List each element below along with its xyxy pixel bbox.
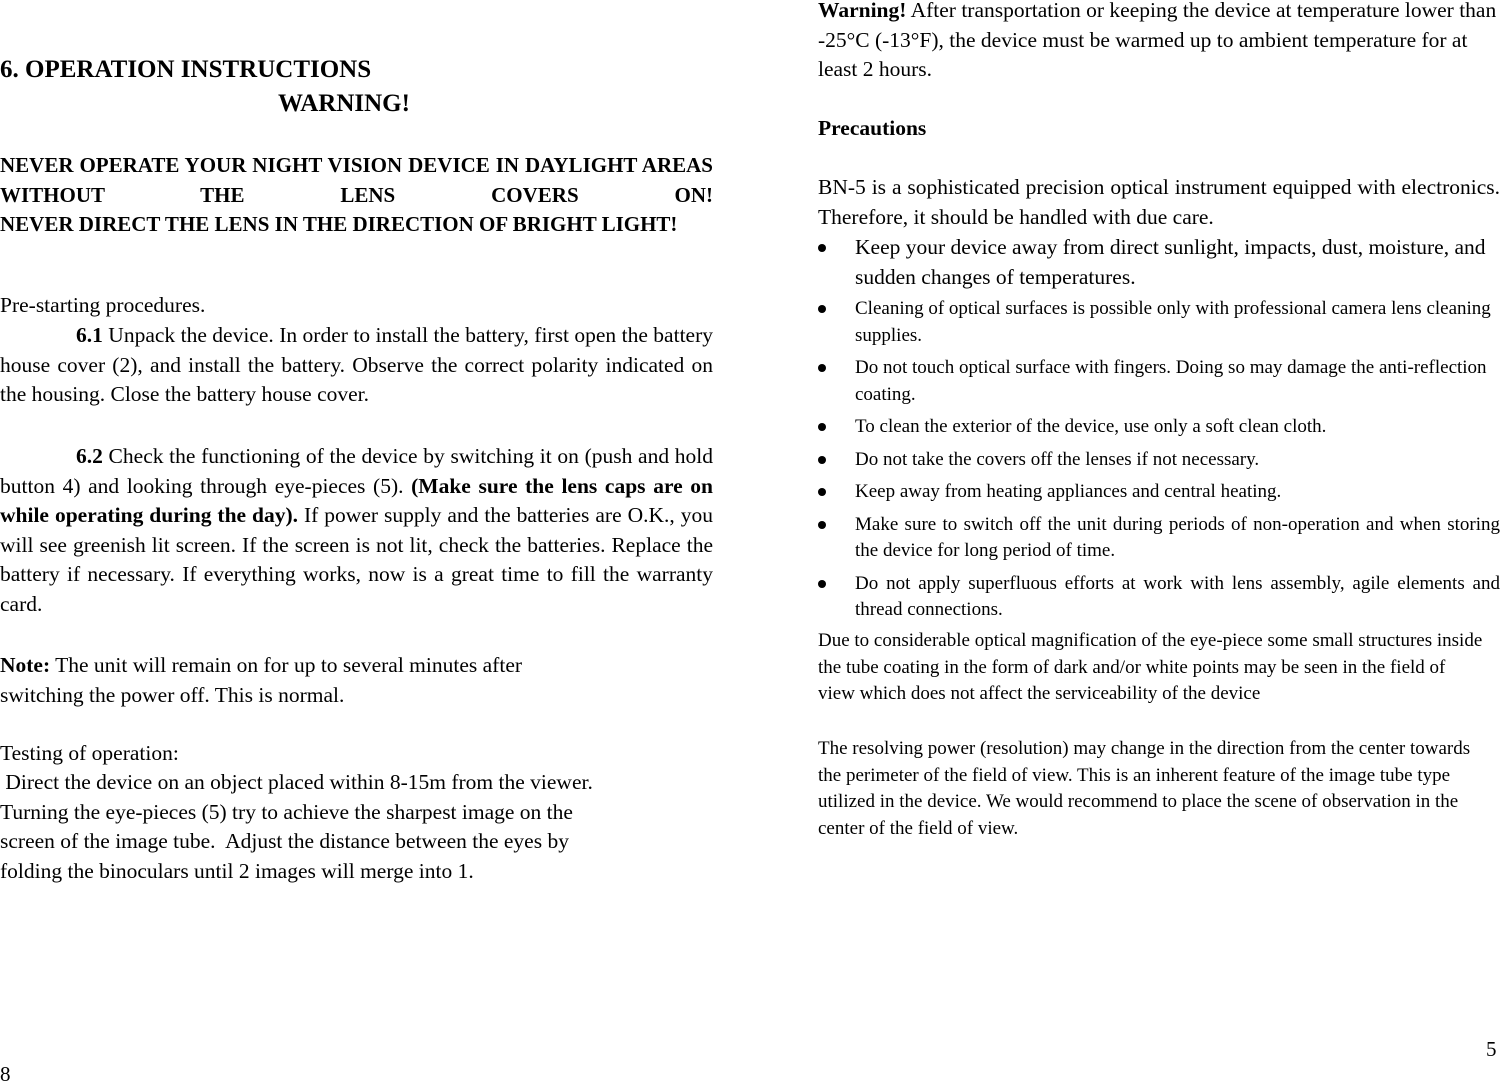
list-item: Cleaning of optical surfaces is possible only with professional camera lens cleaning supplies. [818,296,1500,349]
warning-daylight: NEVER OPERATE YOUR NIGHT VISION DEVICE IN DAYLIGHT AREAS WITHOUT THE LENS COVERS ON! [0,153,713,207]
note-paragraph: Note: The unit will remain on for up to several minutes after switching the power off. This is normal. [0,653,523,707]
precautions-list [818,233,1500,624]
list-item: Do not take the covers off the lenses if not necessary. [818,447,1500,474]
step-6-1: 6.1 Unpack the device. In order to install the battery, first open the battery house cover (2), and install the battery. Observe the correct polarity indicated on the housing. Close the battery house cover. [0,323,713,406]
warning-bright-light: NEVER DIRECT THE LENS IN THE DIRECTION OF BRIGHT LIGHT! [0,212,678,236]
precautions-title: Precautions [818,116,927,140]
section-title: 6. OPERATION INSTRUCTIONS [0,56,372,83]
bullet-icon [818,456,826,464]
testing-paragraph: Direct the device on an object placed within 8-15m from the viewer. Turning the eye-pieces (5) try to achieve the sharpest image on the screen of the image tube. Adjust the distance between the eyes by folding the binoculars until 2 images will merge into 1. [0,770,593,883]
list-item: Keep away from heating appliances and central heating. [818,479,1500,506]
precautions-intro: BN-5 is a sophisticated precision optical instrument equipped with electronics. Therefore, it should be handled with due care. [818,175,1500,229]
transport-warning: Warning! After transportation or keeping the device at temperature lower than -25°C (-13°F), the device must be warmed up to ambient temperature for at least 2 hours. [818,0,1497,81]
list-item: Do not touch optical surface with fingers. Doing so may damage the anti-reflection coating. [818,355,1500,408]
bullet-icon [818,488,826,496]
bullet-icon [818,244,826,252]
testing-label: Testing of operation: [0,741,179,765]
resolution-paragraph: The resolving power (resolution) may change in the direction from the center towards the perimeter of the field of view. This is an inherent feature of the image tube type utilized in the device. We would recommend to place the scene of observation in the center of the field of view. [818,738,1471,839]
bullet-icon [818,364,826,372]
list-item: Keep your device away from direct sunlight, impacts, dust, moisture, and sudden changes of temperatures. [818,233,1500,292]
bullet-icon [818,580,826,588]
warning-block [0,151,713,240]
lens-caps-note: (Make sure the lens caps are on while operating during the day). [0,473,713,527]
note-label: Note: [0,653,51,677]
warning-title: WARNING! [278,90,410,117]
list-item: To clean the exterior of the device, use only a soft clean cloth. [818,414,1500,441]
magnification-paragraph: Due to considerable optical magnification of the eye-piece some small structures inside the tube coating in the form of dark and/or white points may be seen in the field of view which does not affect the serviceability of the device [818,630,1483,704]
transport-warning-label: Warning! [818,0,907,22]
page-number-left: 8 [0,1062,11,1086]
step-6-2: 6.2 Check the functioning of the device by switching it on (push and hold button 4) and looking through eye-pieces (5). (Make sure the lens caps are on while operating during the day). If power supply and the batteries are O.K., you will see greenish lit screen. If the screen is not lit, check the batteries. Replace the battery if necessary. If everything works, now is a great time to fill the warranty card. [0,444,713,616]
list-item: Do not apply superfluous efforts at work with lens assembly, agile elements and thread connections. [818,571,1500,624]
prestart-label: Pre-starting procedures. [0,293,206,317]
page-number-right: 5 [1486,1037,1497,1061]
step-6-1-number: 6.1 [76,323,103,347]
bullet-icon [818,423,826,431]
bullet-icon [818,521,826,529]
list-item: Make sure to switch off the unit during periods of non-operation and when storing the device for long period of time. [818,512,1500,565]
bullet-icon [818,305,826,313]
step-6-2-number: 6.2 [76,444,103,468]
